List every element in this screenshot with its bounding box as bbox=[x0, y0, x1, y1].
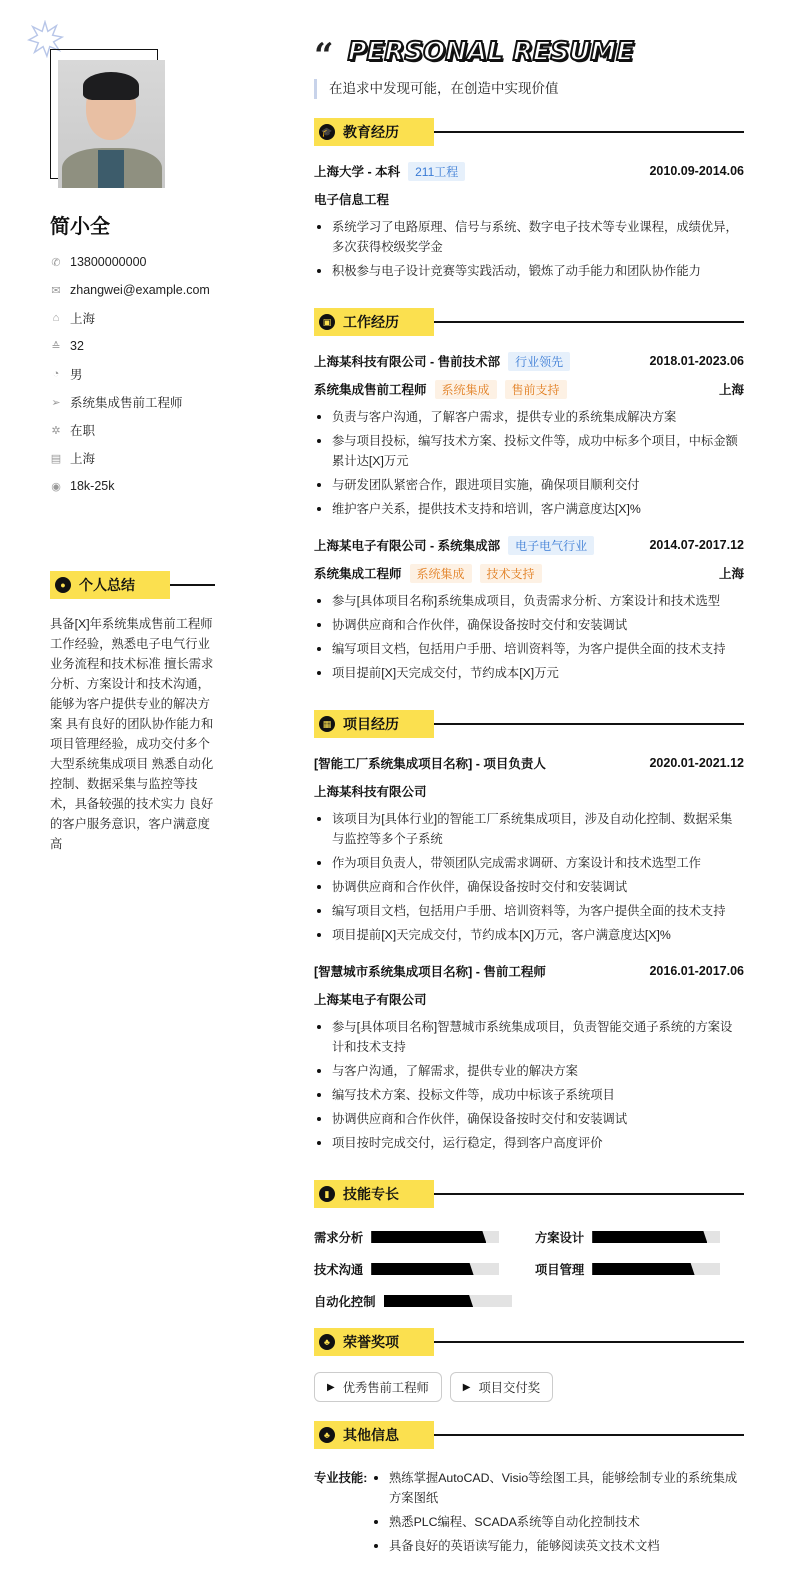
award-label: 优秀售前工程师 bbox=[342, 1381, 429, 1395]
contact-value: 男 bbox=[70, 368, 83, 382]
bullet-item: 与客户沟通，了解需求，提供专业的解决方案 bbox=[314, 1061, 744, 1081]
section-title: 个人总结 bbox=[79, 577, 135, 593]
skill-name: 需求分析 bbox=[314, 1231, 364, 1245]
bullet-item: 与研发团队紧密合作，跟进项目实施，确保项目顺利交付 bbox=[314, 475, 744, 495]
entry-subtitle-group bbox=[314, 990, 427, 1008]
tag: 售前支持 bbox=[505, 380, 567, 399]
contact-item bbox=[50, 416, 210, 444]
play-icon: ▶ bbox=[327, 1381, 335, 1393]
entry-subtitle: 系统集成售前工程师 bbox=[314, 383, 427, 397]
bullet-item: 编写项目文档，包括用户手册、培训资料等，为客户提供全面的技术支持 bbox=[314, 639, 744, 659]
section-label bbox=[314, 308, 434, 336]
section-label bbox=[314, 1180, 434, 1208]
section-title: 技能专长 bbox=[343, 1186, 399, 1202]
entry-subtitle-group bbox=[314, 380, 567, 399]
skill-bar-fill bbox=[371, 1263, 473, 1275]
send-icon: ➢ bbox=[51, 396, 61, 409]
skill-name: 技术沟通 bbox=[314, 1263, 364, 1277]
section-header bbox=[314, 1180, 744, 1208]
entry-title: 上海某科技有限公司 - 售前技术部 bbox=[314, 355, 501, 369]
skill-item bbox=[535, 1259, 744, 1279]
skill-item bbox=[314, 1259, 535, 1279]
motto: 在追求中发现可能，在创造中实现价值 bbox=[314, 79, 744, 99]
bullet-item: 积极参与电子设计竞赛等实践活动，锻炼了动手能力和团队协作能力 bbox=[314, 261, 744, 281]
user-icon: ● bbox=[55, 577, 71, 593]
contact-item bbox=[50, 332, 210, 360]
skill-item bbox=[535, 1227, 744, 1247]
entry-title-group bbox=[314, 536, 594, 555]
bullet-list bbox=[371, 1464, 744, 1556]
divider bbox=[434, 1434, 744, 1436]
entry-subheader bbox=[314, 985, 744, 1013]
contact-value: 在职 bbox=[70, 424, 96, 438]
status-icon: ✲ bbox=[51, 424, 61, 437]
salary-icon: ◉ bbox=[51, 480, 61, 493]
chart-icon: ▮ bbox=[319, 1186, 335, 1202]
entry-location: 上海 bbox=[718, 383, 744, 397]
other-label: 专业技能: bbox=[314, 1471, 368, 1485]
briefcase-icon: ▣ bbox=[319, 314, 335, 330]
divider bbox=[170, 584, 215, 586]
entry-header bbox=[314, 957, 744, 985]
skill-bar bbox=[592, 1231, 720, 1243]
skill-bar-fill bbox=[592, 1263, 694, 1275]
entry-title-group bbox=[314, 162, 465, 181]
entry-subheader bbox=[314, 559, 744, 587]
award-icon: ♣ bbox=[319, 1334, 335, 1350]
award-button[interactable] bbox=[450, 1372, 553, 1402]
section-briefcase bbox=[314, 308, 744, 683]
contact-value: 系统集成售前工程师 bbox=[70, 396, 183, 410]
entry-subheader bbox=[314, 185, 744, 213]
skill-bar-fill bbox=[592, 1231, 707, 1243]
section-awards bbox=[314, 1328, 744, 1402]
bullet-item: 项目按时完成交付，运行稳定，得到客户高度评价 bbox=[314, 1133, 744, 1153]
section-label bbox=[314, 1328, 434, 1356]
entry-header bbox=[314, 347, 744, 375]
entry-subtitle: 电子信息工程 bbox=[314, 193, 390, 207]
profile-name: 简小全 bbox=[50, 216, 110, 238]
contact-item bbox=[50, 472, 210, 500]
info-icon: ♣ bbox=[319, 1427, 335, 1443]
entry-title-group bbox=[314, 962, 546, 980]
bullet-item: 熟练掌握AutoCAD、Visio等绘图工具，能够绘制专业的系统集成方案图纸 bbox=[371, 1468, 744, 1508]
section-title: 项目经历 bbox=[343, 716, 399, 732]
divider bbox=[434, 131, 744, 133]
bullet-item: 项目提前[X]天完成交付，节约成本[X]万元 bbox=[314, 663, 744, 683]
entry-title: [智能工厂系统集成项目名称] - 项目负责人 bbox=[314, 757, 546, 771]
section-label bbox=[314, 710, 434, 738]
bullet-item: 编写技术方案、投标文件等，成功中标该子系统项目 bbox=[314, 1085, 744, 1105]
phone-icon: ✆ bbox=[51, 256, 61, 269]
entry-subtitle-group bbox=[314, 782, 427, 800]
section-header bbox=[314, 118, 744, 146]
section-header bbox=[314, 308, 744, 336]
skill-bar bbox=[371, 1231, 499, 1243]
entry-subtitle-group bbox=[314, 564, 542, 583]
bullet-item: 维护客户关系，提供技术支持和培训，客户满意度达[X]% bbox=[314, 499, 744, 519]
skill-bar bbox=[371, 1263, 499, 1275]
section-header bbox=[314, 1421, 744, 1449]
bullet-item: 编写项目文档，包括用户手册、培训资料等，为客户提供全面的技术支持 bbox=[314, 901, 744, 921]
divider bbox=[434, 723, 744, 725]
contact-item bbox=[50, 276, 210, 304]
divider bbox=[434, 321, 744, 323]
contact-item bbox=[50, 304, 210, 332]
entry-subheader bbox=[314, 375, 744, 403]
entry-header bbox=[314, 531, 744, 559]
play-icon: ▶ bbox=[462, 1381, 471, 1393]
skill-name: 自动化控制 bbox=[314, 1295, 376, 1309]
tag: 系统集成 bbox=[410, 564, 472, 583]
bullet-item: 该项目为[具体行业]的智能工厂系统集成项目，涉及自动化控制、数据采集与监控等多个子系统 bbox=[314, 809, 744, 849]
skill-item bbox=[314, 1291, 535, 1311]
entry bbox=[314, 347, 744, 519]
section-title: 教育经历 bbox=[343, 124, 399, 140]
entry-subtitle-group bbox=[314, 190, 389, 208]
entry-date: 2020.01-2021.12 bbox=[649, 756, 744, 770]
skill-bar-fill bbox=[371, 1231, 486, 1243]
entry-location: 上海 bbox=[718, 567, 744, 581]
bullet-list bbox=[314, 407, 744, 519]
entry-subtitle: 上海某科技有限公司 bbox=[314, 785, 427, 799]
cake-icon: ≙ bbox=[51, 340, 61, 353]
section-title: 其他信息 bbox=[343, 1427, 399, 1443]
entry-title: [智慧城市系统集成项目名称] - 售前工程师 bbox=[314, 965, 546, 979]
bullet-item: 参与项目投标，编写技术方案、投标文件等，成功中标多个项目，中标金额累计达[X]万元 bbox=[314, 431, 744, 471]
entry bbox=[314, 957, 744, 1153]
bullet-item: 负责与客户沟通，了解客户需求，提供专业的系统集成解决方案 bbox=[314, 407, 744, 427]
contact-value: zhangwei@example.com bbox=[70, 283, 210, 297]
bullet-item: 具备良好的英语读写能力，能够阅读英文技术文档 bbox=[371, 1536, 744, 1556]
award-button[interactable] bbox=[314, 1372, 442, 1402]
contact-item bbox=[50, 248, 210, 276]
bullet-item: 协调供应商和合作伙伴，确保设备按时交付和安装调试 bbox=[314, 1109, 744, 1129]
skill-bar-fill bbox=[384, 1295, 474, 1307]
section-header bbox=[314, 1328, 744, 1356]
entry-subtitle: 系统集成工程师 bbox=[314, 567, 402, 581]
skill-bar bbox=[592, 1263, 720, 1275]
bullet-list bbox=[314, 809, 744, 945]
bullet-item: 熟悉PLC编程、SCADA系统等自动化控制技术 bbox=[371, 1512, 744, 1532]
entry-date: 2016.01-2017.06 bbox=[649, 964, 744, 978]
entry-date: 2018.01-2023.06 bbox=[649, 354, 744, 368]
bullet-item: 协调供应商和合作伙伴，确保设备按时交付和安装调试 bbox=[314, 877, 744, 897]
graduation-icon: 🎓 bbox=[319, 124, 335, 140]
main-column bbox=[314, 30, 744, 1583]
bullet-list bbox=[314, 1017, 744, 1153]
bullet-list bbox=[314, 591, 744, 683]
bullet-list bbox=[314, 217, 744, 281]
divider bbox=[434, 1193, 744, 1195]
bullet-item: 协调供应商和合作伙伴，确保设备按时交付和安装调试 bbox=[314, 615, 744, 635]
contact-value: 13800000000 bbox=[70, 255, 147, 269]
entry-date: 2014.07-2017.12 bbox=[649, 538, 744, 552]
section-header-summary bbox=[50, 571, 215, 599]
entry-subheader bbox=[314, 777, 744, 805]
title-text: PERSONAL RESUME bbox=[347, 37, 634, 67]
bullet-item: 参与[具体项目名称]系统集成项目，负责需求分析、方案设计和技术选型 bbox=[314, 591, 744, 611]
section-grid bbox=[314, 710, 744, 1153]
entry bbox=[314, 531, 744, 683]
home-icon: ⌂ bbox=[52, 312, 60, 324]
award-list bbox=[314, 1372, 744, 1402]
section-label bbox=[314, 118, 434, 146]
building-icon: ▤ bbox=[50, 452, 62, 465]
skill-bar bbox=[384, 1295, 512, 1307]
section-title: 工作经历 bbox=[343, 314, 399, 330]
tag: 电子电气行业 bbox=[508, 536, 594, 555]
profile-photo bbox=[58, 60, 165, 188]
resume-title bbox=[314, 30, 744, 74]
section-skills bbox=[314, 1180, 744, 1311]
contact-value: 上海 bbox=[70, 452, 96, 466]
contact-value: 上海 bbox=[70, 312, 96, 326]
section-header bbox=[314, 710, 744, 738]
entry bbox=[314, 749, 744, 945]
contact-value: 18k-25k bbox=[70, 479, 115, 493]
contact-item bbox=[50, 360, 210, 388]
entry-title: 上海大学 - 本科 bbox=[314, 165, 401, 179]
award-label: 项目交付奖 bbox=[478, 1381, 540, 1395]
skill-item bbox=[314, 1227, 535, 1247]
contact-item bbox=[50, 444, 210, 472]
bullet-item: 系统学习了电路原理、信号与系统、数字电子技术等专业课程，成绩优异，多次获得校级奖学金 bbox=[314, 217, 744, 257]
tag: 技术支持 bbox=[480, 564, 542, 583]
bullet-item: 项目提前[X]天完成交付，节约成本[X]万元，客户满意度达[X]% bbox=[314, 925, 744, 945]
entry-title: 上海某电子有限公司 - 系统集成部 bbox=[314, 539, 501, 553]
bullet-item: 作为项目负责人，带领团队完成需求调研、方案设计和技术选型工作 bbox=[314, 853, 744, 873]
summary-text: 具备[X]年系统集成售前工程师工作经验，熟悉电子电气行业业务流程和技术标准 擅长需求分析、方案设计和技术沟通，能够为客户提供专业的解决方案 具有良好的团队协作能力和项目管理经验，成功交付多个大型系统集成项目 熟悉自动化控制、数据采集与监控等技术，具备较强的技术实力 良好的客户服务意识，客户满意度高 bbox=[50, 617, 214, 851]
skill-name: 项目管理 bbox=[535, 1263, 585, 1277]
entry bbox=[314, 157, 744, 281]
section-other bbox=[314, 1421, 744, 1556]
skill-name: 方案设计 bbox=[535, 1231, 585, 1245]
contact-list bbox=[50, 248, 210, 500]
other-info bbox=[314, 1464, 744, 1556]
divider bbox=[434, 1341, 744, 1343]
section-graduation bbox=[314, 118, 744, 281]
contact-item bbox=[50, 388, 210, 416]
gender-icon: ◔ bbox=[52, 368, 60, 380]
entry-header bbox=[314, 749, 744, 777]
entry-date: 2010.09-2014.06 bbox=[649, 164, 744, 178]
quote-mark: “ bbox=[314, 36, 334, 76]
skills-grid bbox=[314, 1227, 744, 1311]
entry-title-group bbox=[314, 754, 546, 772]
tag: 211工程 bbox=[408, 162, 465, 181]
section-label bbox=[314, 1421, 434, 1449]
section-title: 荣誉奖项 bbox=[343, 1334, 399, 1350]
tag: 系统集成 bbox=[435, 380, 497, 399]
tag: 行业领先 bbox=[508, 352, 570, 371]
grid-icon: ▦ bbox=[319, 716, 335, 732]
mail-icon: ✉ bbox=[51, 284, 61, 297]
bullet-item: 参与[具体项目名称]智慧城市系统集成项目，负责智能交通子系统的方案设计和技术支持 bbox=[314, 1017, 744, 1057]
entry-header bbox=[314, 157, 744, 185]
entry-subtitle: 上海某电子有限公司 bbox=[314, 993, 427, 1007]
entry-title-group bbox=[314, 352, 570, 371]
contact-value: 32 bbox=[70, 339, 84, 353]
